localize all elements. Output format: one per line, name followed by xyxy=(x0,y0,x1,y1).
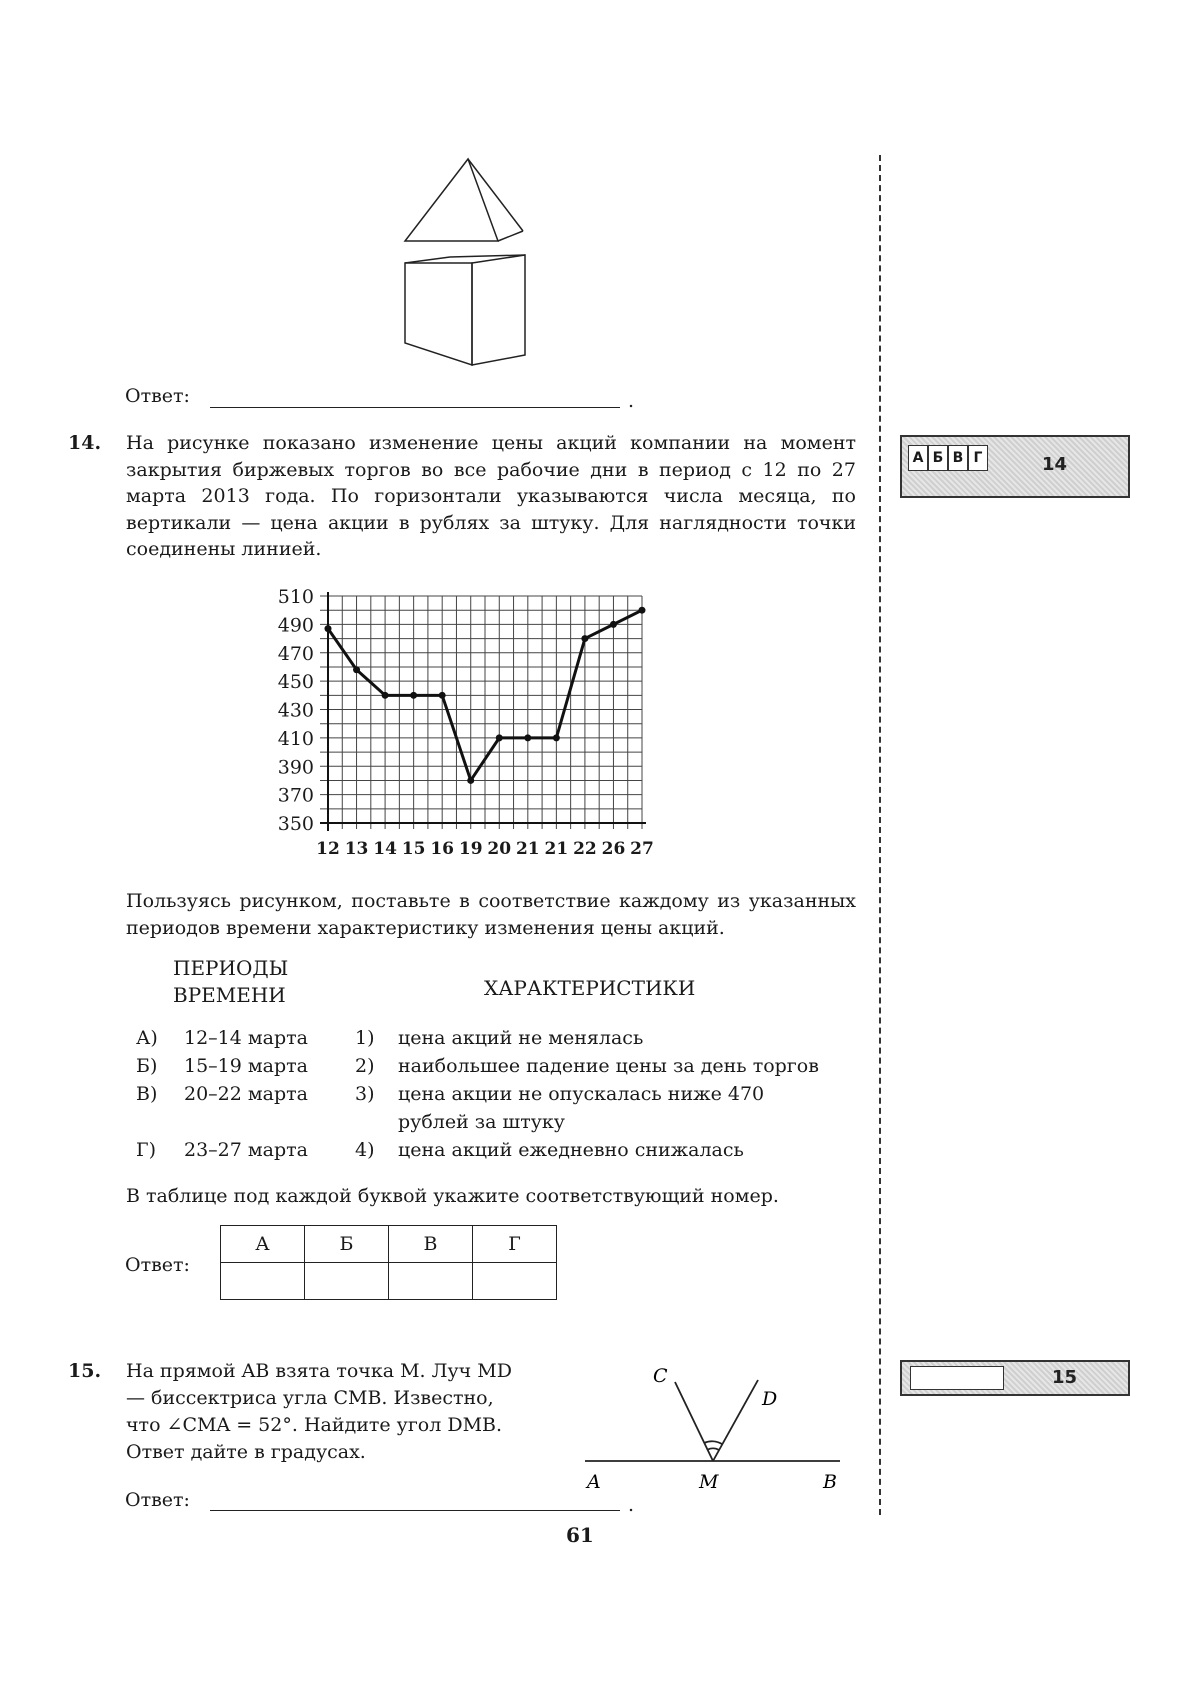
char-text: цена акций ежедневно снижалась xyxy=(398,1139,744,1161)
char-text: наибольшее падение цены за день торгов xyxy=(398,1055,819,1077)
periods-list xyxy=(136,1025,308,1165)
label-a: A xyxy=(587,1471,601,1493)
x-tick-label: 16 xyxy=(430,839,455,859)
answer-cell-b[interactable] xyxy=(305,1263,389,1300)
box-number-15: 15 xyxy=(1052,1367,1078,1388)
price-point xyxy=(581,635,588,642)
angle-arc-2 xyxy=(707,1448,719,1450)
answer-cell-a[interactable] xyxy=(221,1263,305,1300)
char-row xyxy=(355,1081,819,1109)
box-cell-a: А xyxy=(908,445,928,471)
answer-table-header-row xyxy=(221,1226,557,1263)
prev-answer-dot: . xyxy=(628,390,635,412)
label-d: D xyxy=(762,1388,778,1410)
angle-arc-1 xyxy=(704,1441,722,1444)
task14-instruction: Пользуясь рисунком, поставьте в соответствие каждому из указанных периодов времени характеристику изменения цены акций. xyxy=(126,890,856,939)
period-text: 15–19 марта xyxy=(184,1055,309,1077)
task14-number: 14. xyxy=(68,432,102,454)
label-b: B xyxy=(823,1471,837,1493)
period-text: 23–27 марта xyxy=(184,1139,309,1161)
pyramid-edge xyxy=(468,159,523,231)
x-tick-label: 27 xyxy=(630,839,654,859)
char-row xyxy=(355,1025,819,1053)
period-letter: Б) xyxy=(136,1055,158,1077)
box-cell-v: В xyxy=(948,445,968,471)
answer-header-b: Б xyxy=(305,1226,389,1263)
page-number: 61 xyxy=(566,1523,594,1547)
box-cell-g: Г xyxy=(968,445,988,471)
y-tick-label: 410 xyxy=(277,727,314,750)
x-tick-label: 21 xyxy=(544,839,569,859)
char-row xyxy=(355,1109,819,1137)
x-tick-label: 20 xyxy=(487,839,512,859)
task15-answer-dot: . xyxy=(628,1494,635,1516)
task15-number: 15. xyxy=(68,1360,102,1382)
task14-text: На рисунке показано изменение цены акций компании на момент закрытия биржевых торгов во все рабочие дни в период с 12 по 27 марта 2013 года. По горизонтали указываются числа месяца, по вертикали — цена акции в рублях за штуку. Для наглядности точки соединены линией. xyxy=(126,432,856,560)
price-point xyxy=(467,777,474,784)
char-row xyxy=(355,1137,819,1165)
pyramid-prism-figure xyxy=(395,155,540,370)
task14-answer-label: Ответ: xyxy=(125,1254,190,1276)
x-tick-label: 26 xyxy=(601,839,626,859)
period-letter: В) xyxy=(136,1083,158,1105)
answer-header-a: А xyxy=(221,1226,305,1263)
char-text: цена акции не опускалась ниже 470 xyxy=(398,1083,765,1105)
y-tick-label: 510 xyxy=(277,586,314,608)
answer-box-15[interactable] xyxy=(900,1360,1130,1396)
period-text: 20–22 марта xyxy=(184,1083,309,1105)
task15-line: Ответ дайте в градусах. xyxy=(126,1441,366,1463)
y-tick-label: 470 xyxy=(277,642,314,665)
label-c: C xyxy=(653,1365,668,1387)
char-num: 4) xyxy=(355,1139,375,1161)
prev-answer-field[interactable] xyxy=(210,407,620,408)
characteristics-list xyxy=(355,1025,819,1165)
price-point xyxy=(610,621,617,628)
price-point xyxy=(353,666,360,673)
y-tick-label: 390 xyxy=(277,756,314,779)
char-num: 2) xyxy=(355,1055,375,1077)
prev-answer-label: Ответ: xyxy=(125,385,190,407)
period-text: 12–14 марта xyxy=(184,1027,309,1049)
characteristics-header: ХАРАКТЕРИСТИКИ xyxy=(484,976,696,1000)
answer-box-15-field[interactable] xyxy=(910,1366,1004,1390)
task15-line: что ∠CMA = 52°. Найдите угол DMB. xyxy=(126,1414,503,1436)
task15-text xyxy=(126,1358,566,1466)
price-point xyxy=(410,692,417,699)
y-tick-label: 490 xyxy=(277,614,314,637)
answer-cell-v[interactable] xyxy=(389,1263,473,1300)
answer-header-g: Г xyxy=(473,1226,557,1263)
price-point xyxy=(639,607,646,614)
char-num: 1) xyxy=(355,1027,375,1049)
prism-side xyxy=(472,255,525,365)
cut-line xyxy=(879,155,881,1515)
x-tick-label: 12 xyxy=(316,839,340,859)
period-row xyxy=(136,1137,308,1165)
x-tick-label: 14 xyxy=(373,839,397,859)
y-tick-label: 350 xyxy=(277,813,314,835)
label-m: M xyxy=(699,1471,719,1493)
price-point xyxy=(496,734,503,741)
x-tick-label: 15 xyxy=(401,839,426,859)
task15-answer-label: Ответ: xyxy=(125,1489,190,1511)
x-tick-label: 13 xyxy=(344,839,369,859)
ray-md xyxy=(713,1380,758,1461)
angle-figure xyxy=(575,1340,850,1500)
answer-header-v: В xyxy=(389,1226,473,1263)
price-point xyxy=(553,734,560,741)
price-point xyxy=(439,692,446,699)
price-point xyxy=(524,734,531,741)
char-text: цена акций не менялась xyxy=(398,1027,644,1049)
char-num: 3) xyxy=(355,1083,375,1105)
task15-line: — биссектриса угла CMB. Известно, xyxy=(126,1387,494,1409)
price-point xyxy=(325,625,332,632)
answer-table xyxy=(220,1225,557,1300)
y-tick-label: 370 xyxy=(277,784,314,807)
answer-table-input-row xyxy=(221,1263,557,1300)
answer-box-14[interactable] xyxy=(900,435,1130,498)
periods-header-2: ВРЕМЕНИ xyxy=(173,983,286,1007)
period-row xyxy=(136,1081,308,1137)
box-number-14: 14 xyxy=(1042,454,1068,475)
task15-line: На прямой AB взята точка M. Луч MD xyxy=(126,1360,512,1382)
x-tick-label: 19 xyxy=(458,839,483,859)
x-tick-label: 22 xyxy=(573,839,597,859)
y-tick-label: 450 xyxy=(277,671,314,694)
table-instruction: В таблице под каждой буквой укажите соответствующий номер. xyxy=(126,1185,779,1207)
box-cell-b: Б xyxy=(928,445,948,471)
task15-answer-field[interactable] xyxy=(210,1510,620,1511)
period-row xyxy=(136,1025,308,1053)
x-tick-label: 21 xyxy=(515,839,540,859)
char-row xyxy=(355,1053,819,1081)
period-row xyxy=(136,1053,308,1081)
stock-price-chart xyxy=(260,580,660,870)
answer-cell-g[interactable] xyxy=(473,1263,557,1300)
prism-front xyxy=(405,263,472,365)
period-letter: А) xyxy=(136,1027,158,1049)
y-tick-label: 430 xyxy=(277,699,314,722)
char-text: рублей за штуку xyxy=(398,1111,565,1133)
price-point xyxy=(382,692,389,699)
period-letter: Г) xyxy=(136,1139,156,1161)
periods-header-1: ПЕРИОДЫ xyxy=(173,956,289,980)
pyramid-front xyxy=(405,159,498,241)
